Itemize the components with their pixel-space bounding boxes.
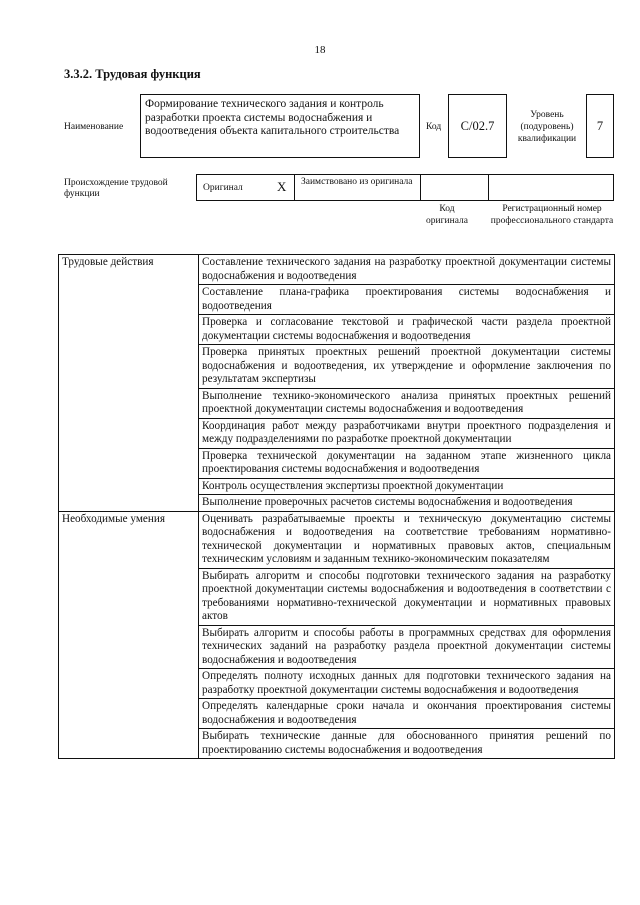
section-item: Определять календарные сроки начала и окончания проектирования системы водоснабжения и водоотведения bbox=[199, 699, 615, 729]
function-code-box: C/02.7 bbox=[448, 94, 507, 158]
section-item: Оценивать разрабатываемые проекты и техническую документацию системы водоснабжения и водоотведения на соответствие требованиям нормативно-технической документации и нормативных правовых актов, специальным техническим условиям и заданным технико-экономическим показателям bbox=[199, 511, 615, 568]
section-heading: Необходимые умения bbox=[59, 511, 199, 759]
section-item: Проверка принятых проектных решений проектной документации системы водоснабжения и водоотведения, их утверждение и оформление заключения по результатам экспертизы bbox=[199, 345, 615, 389]
code-label: Код bbox=[426, 122, 442, 132]
qualification-level-box: 7 bbox=[586, 94, 614, 158]
section-item: Координация работ между разработчиками внутри проектного подразделения и между подразделениями по разработке проектной документации bbox=[199, 418, 615, 448]
origin-label: Происхождение трудовой функции bbox=[64, 178, 168, 199]
section-item: Определять полноту исходных данных для подготовки технического задания на разработку проектной документации системы водоснабжения и водоотведения bbox=[199, 669, 615, 699]
origin-table bbox=[196, 174, 614, 201]
labor-function-table bbox=[58, 254, 615, 759]
qualification-level-label: Уровень (подуровень) квалификации bbox=[517, 110, 577, 144]
section-heading: Трудовые действия bbox=[59, 255, 199, 512]
section-item: Выполнение проверочных расчетов системы водоснабжения и водоотведения bbox=[199, 495, 615, 512]
section-item: Проверка и согласование текстовой и графической части раздела проектной документации системы водоснабжения и водоотведения bbox=[199, 315, 615, 345]
name-label: Наименование bbox=[64, 122, 124, 132]
table-row bbox=[59, 511, 615, 568]
original-code-caption: Код оригинала bbox=[426, 204, 468, 226]
original-mark: X bbox=[277, 179, 287, 194]
section-item: Составление плана-графика проектирования системы водоснабжения и водоотведения bbox=[199, 285, 615, 315]
origin-reg-number-cell bbox=[489, 175, 613, 200]
section-item: Выбирать алгоритм и способы подготовки технического задания на разработку проектной документации системы водоснабжения и водоотведения в соответствии с требованиями нормативно-технической документации и нормативных правовых актов bbox=[199, 568, 615, 625]
borrowed-label: Заимствовано из оригинала bbox=[301, 177, 413, 187]
section-item: Выполнение технико-экономического анализа принятых проектных решений проектной документации системы водоснабжения и водоотведения bbox=[199, 388, 615, 418]
page-number: 18 bbox=[314, 44, 326, 56]
section-item: Составление технического задания на разработку проектной документации системы водоснабжения и водоотведения bbox=[199, 255, 615, 285]
origin-borrowed-cell bbox=[295, 175, 421, 200]
origin-original-cell bbox=[197, 175, 295, 200]
section-item: Контроль осуществления экспертизы проектной документации bbox=[199, 478, 615, 495]
section-item: Выбирать алгоритм и способы работы в программных средствах для оформления технических заданий на разработку раздела проектной документации системы водоснабжения и водоотведения bbox=[199, 625, 615, 669]
function-name-box: Формирование технического задания и контроль разработки проекта системы водоснабжения и водоотведения объекта капитального строительства bbox=[140, 94, 420, 158]
original-label: Оригинал bbox=[203, 183, 243, 193]
section-title: 3.3.2. Трудовая функция bbox=[64, 67, 201, 81]
origin-code-cell bbox=[421, 175, 489, 200]
section-item: Проверка технической документации на заданном этапе жизненного цикла проектирования системы водоснабжения и водоотведения bbox=[199, 448, 615, 478]
reg-number-caption: Регистрационный номер профессионального стандарта bbox=[490, 204, 614, 226]
table-row bbox=[59, 255, 615, 285]
section-item: Выбирать технические данные для обоснованного принятия решений по проектированию системы водоснабжения и водоотведения bbox=[199, 729, 615, 759]
